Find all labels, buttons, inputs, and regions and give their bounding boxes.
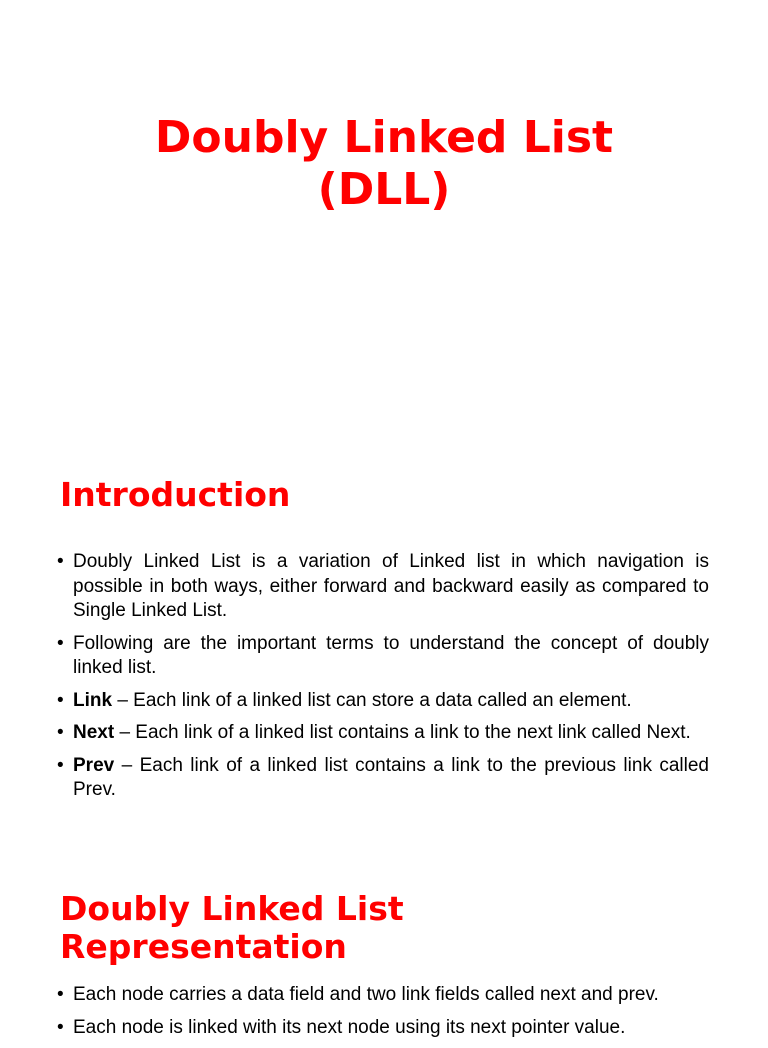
bullet-text: Doubly Linked List is a variation of Linked list in which navigation is possible in both ways, either forward and backward easily as compared to Single Linked List. xyxy=(73,551,709,621)
intro-bullet-list xyxy=(57,550,709,811)
bullet-text: Each node is linked with its next node using its next pointer value. xyxy=(73,1016,626,1038)
term-name: Link xyxy=(73,689,113,711)
term-name: Prev xyxy=(73,754,115,776)
bullet-icon: • xyxy=(57,632,64,654)
intro-heading xyxy=(60,476,290,514)
representation-bullet-item xyxy=(57,983,709,1008)
term-description: – Each link of a linked list can store a data called an element. xyxy=(112,689,632,711)
bullet-icon: • xyxy=(57,551,64,572)
term-item-next xyxy=(57,721,709,746)
representation-heading-line2: Representation xyxy=(60,927,347,966)
intro-bullet-item xyxy=(57,550,709,624)
term-name: Next xyxy=(73,722,115,743)
term-description: – Each link of a linked list contains a link to the previous link called Prev. xyxy=(73,754,709,800)
term-item-link xyxy=(57,689,709,714)
representation-heading xyxy=(60,890,404,966)
slide-title xyxy=(0,112,768,216)
bullet-text: Following are the important terms to understand the concept of doubly linked list. xyxy=(73,632,709,678)
bullet-icon: • xyxy=(57,722,64,743)
representation-bullet-item xyxy=(57,1016,709,1041)
bullet-icon: • xyxy=(57,754,64,776)
bullet-text: Each node carries a data field and two link fields called next and prev. xyxy=(73,984,659,1005)
term-description: – Each link of a linked list contains a link to the next link called Next. xyxy=(114,722,691,743)
term-item-prev xyxy=(57,754,709,803)
slide-title-line2: (DLL) xyxy=(317,164,451,215)
representation-heading-line1: Doubly Linked List xyxy=(60,889,404,928)
representation-bullet-list xyxy=(57,983,709,1048)
bullet-icon: • xyxy=(57,1016,64,1038)
bullet-icon: • xyxy=(57,689,64,711)
slide-title-line1: Doubly Linked List xyxy=(154,112,614,163)
bullet-icon: • xyxy=(57,984,64,1005)
intro-bullet-item xyxy=(57,632,709,681)
intro-heading-text: Introduction xyxy=(60,475,291,514)
